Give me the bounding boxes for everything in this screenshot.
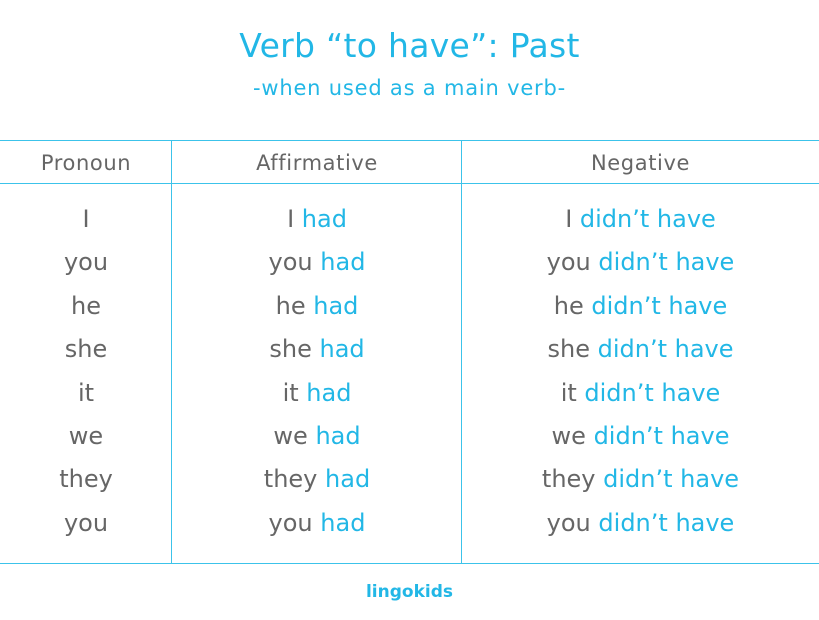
affirmative-verb: had	[319, 335, 365, 364]
negative-cell	[462, 241, 819, 284]
negative-verb: didn’t have	[593, 421, 730, 450]
pronoun-cell	[0, 502, 172, 545]
affirmative-cell	[172, 415, 462, 458]
lingokids-logo: lingokids	[365, 582, 454, 602]
affirmative-verb: had	[320, 248, 366, 277]
affirmative-cell	[172, 328, 462, 371]
affirmative-pronoun: it	[282, 378, 299, 407]
affirmative-pronoun: I	[287, 205, 295, 233]
pronoun-cell	[0, 241, 172, 284]
table-bottom-rule	[0, 563, 819, 564]
pronoun-text: she	[64, 335, 108, 364]
affirmative-verb: had	[315, 421, 361, 450]
negative-verb: didn’t have	[598, 248, 735, 277]
page-subtitle: -when used as a main verb-	[252, 76, 566, 100]
negative-verb: didn’t have	[579, 205, 716, 233]
negative-cell	[462, 285, 819, 328]
column-header-affirmative: Affirmative	[256, 151, 378, 175]
pronoun-column	[0, 198, 172, 545]
affirmative-pronoun: he	[275, 291, 306, 320]
negative-cell	[462, 415, 819, 458]
affirmative-pronoun: she	[269, 335, 312, 364]
pronoun-cell	[0, 415, 172, 458]
pronoun-text: he	[71, 291, 101, 320]
affirmative-column	[172, 198, 462, 545]
negative-cell	[462, 328, 819, 371]
affirmative-verb: had	[306, 378, 352, 407]
negative-verb: didn’t have	[603, 465, 740, 494]
header-bottom-rule	[0, 183, 819, 184]
affirmative-verb: had	[325, 465, 371, 494]
negative-pronoun: it	[560, 378, 577, 407]
affirmative-pronoun: we	[273, 421, 308, 450]
negative-cell	[462, 458, 819, 501]
pronoun-text: you	[63, 248, 109, 277]
page-title: Verb “to have”: Past	[239, 26, 580, 65]
affirmative-verb: had	[301, 205, 347, 233]
column-header-negative: Negative	[590, 151, 691, 175]
negative-verb: didn’t have	[597, 335, 734, 364]
pronoun-text: we	[68, 421, 104, 450]
negative-cell	[462, 502, 819, 545]
pronoun-text: you	[63, 508, 109, 537]
pronoun-cell	[0, 285, 172, 328]
affirmative-cell	[172, 285, 462, 328]
affirmative-pronoun: you	[268, 508, 313, 537]
affirmative-pronoun: you	[268, 248, 313, 277]
negative-verb: didn’t have	[598, 508, 735, 537]
affirmative-verb: had	[313, 291, 359, 320]
pronoun-cell	[0, 372, 172, 415]
negative-pronoun: she	[547, 335, 590, 364]
negative-pronoun: you	[546, 248, 591, 277]
column-header-pronoun: Pronoun	[40, 151, 132, 175]
negative-pronoun: he	[553, 291, 584, 320]
affirmative-cell	[172, 458, 462, 501]
affirmative-pronoun: they	[263, 465, 318, 494]
negative-pronoun: they	[541, 465, 596, 494]
pronoun-text: they	[59, 465, 113, 494]
table-top-rule	[0, 140, 819, 141]
negative-cell	[462, 372, 819, 415]
pronoun-cell	[0, 328, 172, 371]
negative-pronoun: you	[546, 508, 591, 537]
pronoun-cell	[0, 458, 172, 501]
pronoun-text: I	[82, 205, 90, 233]
negative-verb: didn’t have	[584, 378, 721, 407]
negative-pronoun: we	[551, 421, 586, 450]
negative-verb: didn’t have	[591, 291, 728, 320]
affirmative-cell	[172, 502, 462, 545]
negative-column	[462, 198, 819, 545]
negative-cell	[462, 198, 819, 241]
negative-pronoun: I	[565, 205, 573, 233]
affirmative-verb: had	[320, 508, 366, 537]
pronoun-cell	[0, 198, 172, 241]
affirmative-cell	[172, 372, 462, 415]
affirmative-cell	[172, 198, 462, 241]
pronoun-text: it	[77, 378, 95, 407]
affirmative-cell	[172, 241, 462, 284]
